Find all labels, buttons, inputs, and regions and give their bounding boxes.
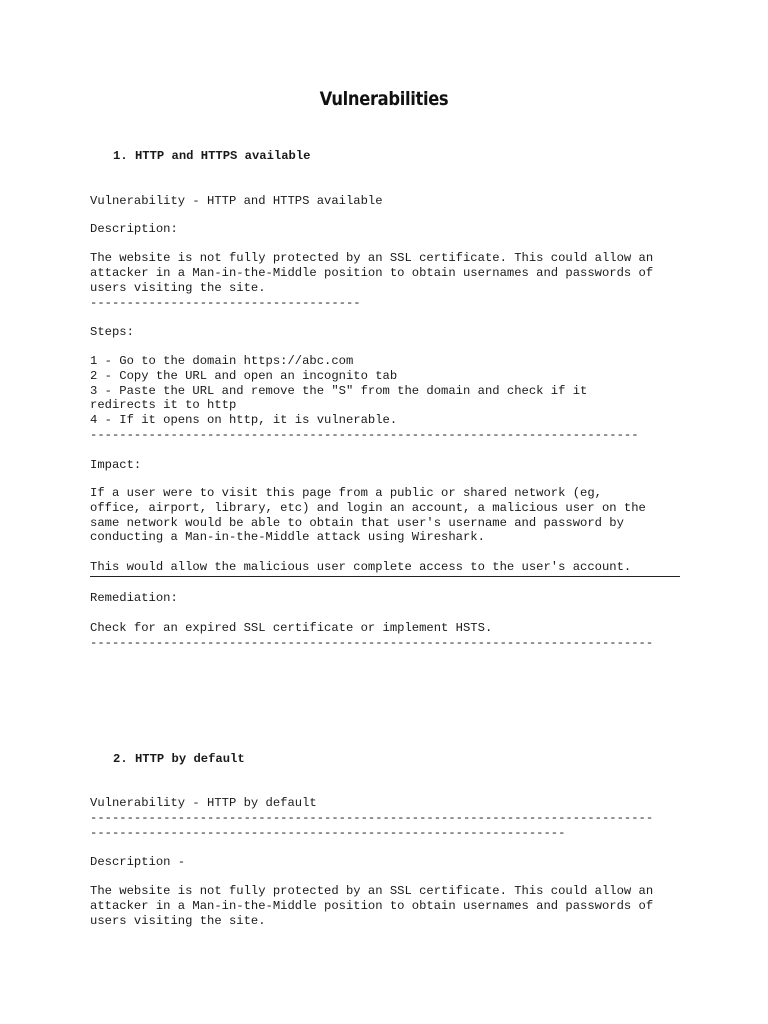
section-2-vulnerability-line: Vulnerability - HTTP by default — [90, 796, 317, 810]
section-1-description: The website is not fully protected by an SSL certificate. This could allow an attacker in a Man-in-the-Middle position to obtain usernames and passwords of users visiting the site. — [90, 251, 654, 295]
horizontal-rule — [90, 576, 680, 577]
section-1-steps: 1 - Go to the domain https://abc.com 2 - Copy the URL and open an incognito tab 3 - Paste the URL and remove the "S" from the domain and check if it redirects it to http 4 - If it opens on http, it is vulnerable. — [90, 354, 588, 428]
section-1-description-label: Description: — [90, 222, 178, 236]
section-2-divider-1: ----------------------------------------------------------------------------- ----------------------------------------------------------------- — [90, 811, 654, 840]
section-1-remediation: Check for an expired SSL certificate or implement HSTS. — [90, 621, 493, 635]
section-1-steps-label: Steps: — [90, 325, 134, 339]
section-1-impact: If a user were to visit this page from a public or shared network (eg, office, airport, library, etc) and login an account, a malicious user on the same network would be able to obtain that user's username and password by conducting a Man-in-the-Middle attack using Wireshark. — [90, 486, 646, 545]
section-1-divider-1: ------------------------------------- — [90, 296, 361, 310]
section-1-vulnerability-line: Vulnerability - HTTP and HTTPS available — [90, 194, 383, 208]
section-2-description: The website is not fully protected by an SSL certificate. This could allow an attacker in a Man-in-the-Middle position to obtain usernames and passwords of users visiting the site. — [90, 884, 654, 928]
section-2-description-label: Description - — [90, 855, 186, 869]
section-1-impact-label: Impact: — [90, 458, 142, 472]
section-2-heading: 2. HTTP by default — [113, 752, 245, 766]
section-1-divider-2: --------------------------------------------------------------------------- — [90, 428, 639, 442]
page-title: Vulnerabilities — [319, 88, 449, 110]
section-1-heading: 1. HTTP and HTTPS available — [113, 149, 311, 163]
section-1-divider-3: ----------------------------------------------------------------------------- — [90, 636, 654, 650]
section-1-impact-conclusion: This would allow the malicious user complete access to the user's account. — [90, 560, 632, 574]
section-1-remediation-label: Remediation: — [90, 591, 178, 605]
